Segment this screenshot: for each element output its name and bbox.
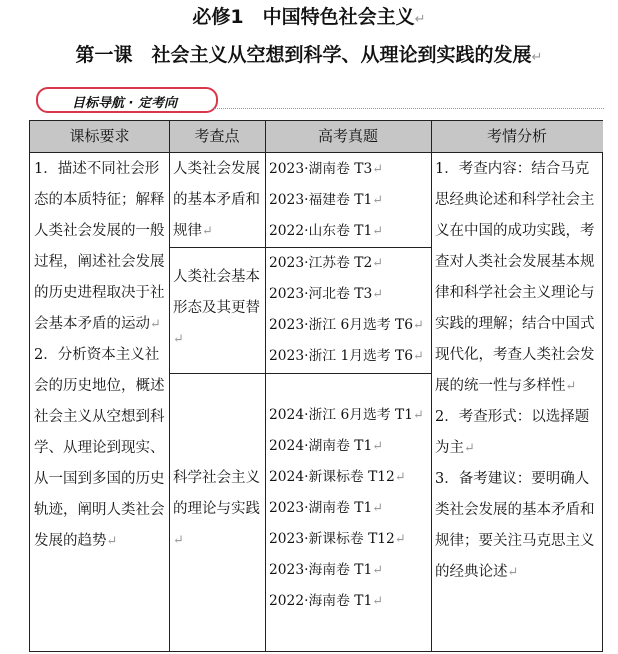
point-cell: 人类社会发展的基本矛盾和规律↵ bbox=[173, 161, 260, 239]
exam-list bbox=[269, 400, 431, 617]
exam-list bbox=[269, 248, 431, 372]
header-exams: 高考真题 bbox=[265, 121, 431, 152]
exam-item: 2023·河北卷 T3↵ bbox=[269, 286, 384, 302]
point-cell: 人类社会基本形态及其更替↵ bbox=[173, 269, 260, 347]
exam-item: 2024·新课标卷 T12↵ bbox=[269, 469, 406, 485]
header-curriculum: 课标要求 bbox=[30, 121, 169, 152]
lesson-title-text: 第一课 社会主义从空想到科学、从理论到实践的发展 bbox=[75, 44, 532, 66]
row-rule bbox=[169, 373, 431, 374]
exam-item: 2022·海南卷 T1↵ bbox=[269, 593, 384, 609]
exam-item: 2023·福建卷 T1↵ bbox=[269, 192, 384, 208]
analysis-item: 3．备考建议：要明确人类社会发展的基本矛盾和规律；要关注马克思主义的经典论述↵ bbox=[435, 471, 595, 580]
exam-table bbox=[29, 120, 603, 652]
exam-item: 2024·浙江 6月选考 T1↵ bbox=[269, 407, 424, 423]
exam-item: 2023·新课标卷 T12↵ bbox=[269, 531, 406, 547]
curriculum-item: 2．分析资本主义社会的历史地位，概述社会主义从空想到科学、从理论到现实、从一国到多国的历史轨迹，阐明人类社会发展的趋势↵ bbox=[34, 347, 165, 549]
exam-item: 2023·湖南卷 T3↵ bbox=[269, 161, 384, 177]
header-rule bbox=[30, 152, 603, 153]
point-label: 人类社会发展的基本矛盾和规律 bbox=[173, 161, 260, 239]
section-banner bbox=[36, 86, 604, 112]
curriculum-item: 1．描述不同社会形态的本质特征；解释人类社会发展的一般过程，阐述社会发展的历史进程取决于社会基本矛盾的运动↵ bbox=[34, 161, 165, 332]
banner-label: 目标导航 · 定考向 bbox=[72, 96, 177, 111]
banner-box bbox=[36, 87, 218, 113]
exam-item: 2023·海南卷 T1↵ bbox=[269, 562, 384, 578]
exam-item: 2024·湖南卷 T1↵ bbox=[269, 438, 384, 454]
analysis-item: 2．考查形式：以选择题为主↵ bbox=[435, 409, 590, 456]
paragraph-mark: ↵ bbox=[531, 50, 543, 65]
lesson-title bbox=[0, 40, 618, 67]
module-title bbox=[0, 2, 618, 29]
exam-item: 2023·江苏卷 T2↵ bbox=[269, 255, 384, 271]
header-points: 考查点 bbox=[169, 121, 265, 152]
exam-item: 2023·湖南卷 T1↵ bbox=[269, 500, 384, 516]
point-cell: 科学社会主义的理论与实践↵ bbox=[173, 470, 260, 548]
paragraph-mark: ↵ bbox=[414, 12, 426, 27]
banner-divider bbox=[214, 108, 604, 109]
exam-item: 2023·浙江 6月选考 T6↵ bbox=[269, 317, 424, 333]
analysis-item: 1．考查内容：结合马克思经典论述和科学社会主义在中国的成功实践，考查对人类社会发展基本规律和科学社会主义理论与实践的理解；结合中国式现代化，考查人类社会发展的统一性与多样性↵ bbox=[435, 161, 595, 394]
module-title-text: 必修1 中国特色社会主义 bbox=[192, 6, 415, 28]
column-rule bbox=[169, 121, 170, 651]
exam-item: 2022·山东卷 T1↵ bbox=[269, 223, 384, 239]
exam-list bbox=[269, 154, 431, 247]
analysis-cell bbox=[435, 154, 599, 588]
header-analysis: 考情分析 bbox=[431, 121, 603, 152]
column-rule bbox=[265, 121, 266, 651]
exam-item: 2023·浙江 1月选考 T6↵ bbox=[269, 348, 424, 364]
column-rule bbox=[431, 121, 432, 651]
curriculum-cell bbox=[34, 154, 169, 557]
point-label: 科学社会主义的理论与实践 bbox=[173, 470, 260, 517]
point-label: 人类社会基本形态及其更替 bbox=[173, 269, 260, 316]
